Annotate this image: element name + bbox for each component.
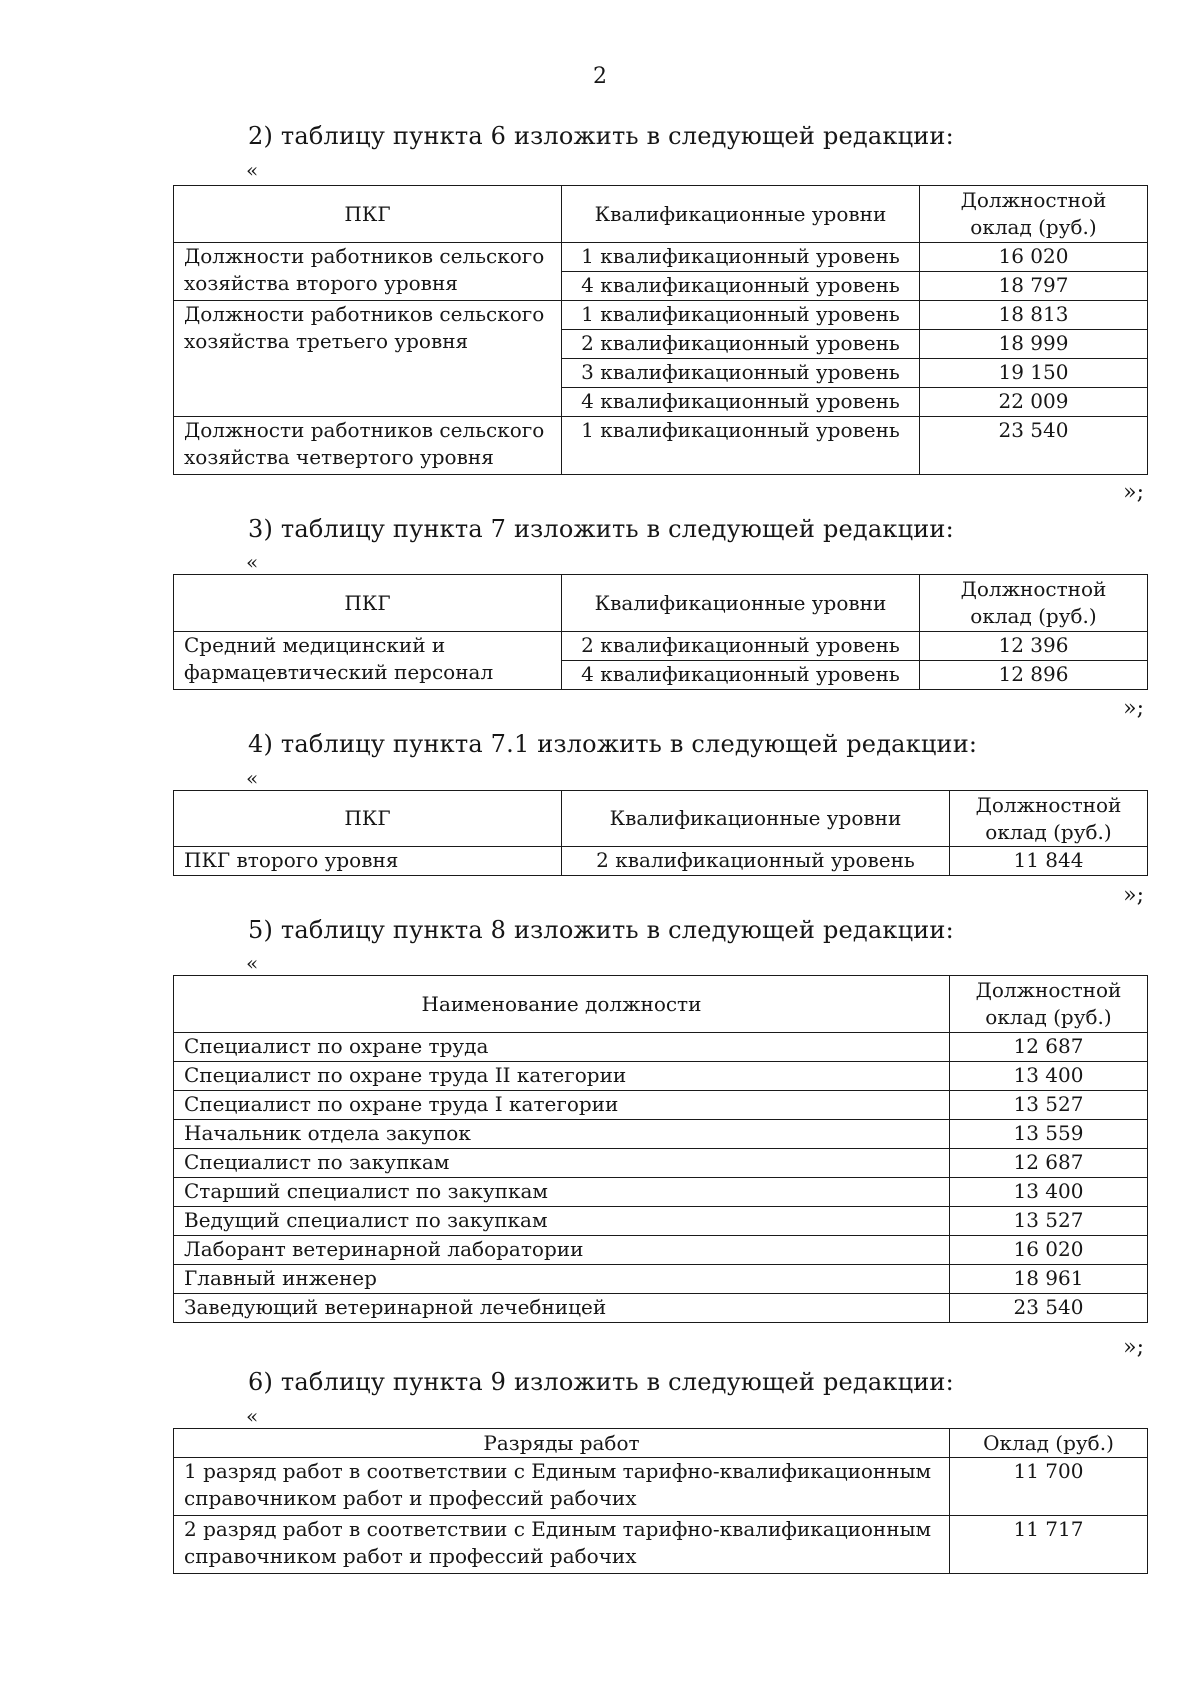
header-pkg: ПКГ bbox=[174, 186, 562, 243]
close-quote-2: »; bbox=[1123, 480, 1144, 505]
salary-cell: 22 009 bbox=[920, 388, 1148, 417]
header-levels: Квалификационные уровни bbox=[562, 791, 950, 847]
close-quote-5: »; bbox=[1123, 1335, 1144, 1360]
table-row bbox=[174, 1091, 1148, 1120]
salary-cell: 11 717 bbox=[950, 1516, 1148, 1574]
table-row bbox=[174, 1458, 1148, 1516]
table-row bbox=[174, 1265, 1148, 1294]
level-cell: 1 квалификационный уровень bbox=[562, 243, 920, 272]
table-row bbox=[174, 1120, 1148, 1149]
header-levels: Квалификационные уровни bbox=[562, 186, 920, 243]
table-row bbox=[174, 1516, 1148, 1574]
page-number: 2 bbox=[593, 64, 607, 89]
table-row bbox=[174, 1149, 1148, 1178]
table-row bbox=[174, 243, 1148, 272]
level-cell: 4 квалификационный уровень bbox=[562, 272, 920, 301]
salary-cell: 16 020 bbox=[920, 243, 1148, 272]
open-quote-6: « bbox=[246, 1404, 259, 1428]
close-quote-4: »; bbox=[1123, 883, 1144, 908]
position-cell: Начальник отдела закупок bbox=[174, 1120, 950, 1149]
open-quote-5: « bbox=[246, 951, 259, 975]
salary-cell: 16 020 bbox=[950, 1236, 1148, 1265]
level-cell: 2 квалификационный уровень bbox=[562, 330, 920, 359]
grade-cell: 2 разряд работ в соответствии с Единым тарифно-квалификационным справочником работ и профессий рабочих bbox=[174, 1516, 950, 1574]
salary-cell: 11 844 bbox=[950, 847, 1148, 876]
pkg-name: Средний медицинский и фармацевтический персонал bbox=[174, 632, 562, 690]
section-heading-5: 5) таблицу пункта 8 изложить в следующей редакции: bbox=[248, 916, 954, 944]
header-pkg: ПКГ bbox=[174, 575, 562, 632]
table-row bbox=[174, 1236, 1148, 1265]
salary-cell: 18 961 bbox=[950, 1265, 1148, 1294]
position-cell: Специалист по охране труда I категории bbox=[174, 1091, 950, 1120]
table-row bbox=[174, 1207, 1148, 1236]
salary-cell: 19 150 bbox=[920, 359, 1148, 388]
header-levels: Квалификационные уровни bbox=[562, 575, 920, 632]
position-cell: Заведующий ветеринарной лечебницей bbox=[174, 1294, 950, 1323]
position-cell: Лаборант ветеринарной лаборатории bbox=[174, 1236, 950, 1265]
open-quote-4: « bbox=[246, 766, 259, 790]
table-row bbox=[174, 1062, 1148, 1091]
pkg-name: Должности работников сельского хозяйства третьего уровня bbox=[174, 301, 562, 417]
table-row bbox=[174, 301, 1148, 330]
position-cell: Специалист по охране труда bbox=[174, 1033, 950, 1062]
table-punkt-9 bbox=[173, 1428, 1148, 1574]
grade-cell: 1 разряд работ в соответствии с Единым тарифно-квалификационным справочником работ и профессий рабочих bbox=[174, 1458, 950, 1516]
salary-cell: 13 559 bbox=[950, 1120, 1148, 1149]
header-salary: Должностной оклад (руб.) bbox=[920, 186, 1148, 243]
salary-cell: 18 797 bbox=[920, 272, 1148, 301]
position-cell: Главный инженер bbox=[174, 1265, 950, 1294]
table-row bbox=[174, 1294, 1148, 1323]
table-punkt-8 bbox=[173, 975, 1148, 1323]
table-row bbox=[174, 1033, 1148, 1062]
header-salary: Должностной оклад (руб.) bbox=[950, 976, 1148, 1033]
table-punkt-7-1 bbox=[173, 790, 1148, 876]
level-cell: 3 квалификационный уровень bbox=[562, 359, 920, 388]
salary-cell: 13 400 bbox=[950, 1062, 1148, 1091]
level-cell: 2 квалификационный уровень bbox=[562, 847, 950, 876]
position-cell: Специалист по закупкам bbox=[174, 1149, 950, 1178]
level-cell: 1 квалификационный уровень bbox=[562, 301, 920, 330]
header-salary: Оклад (руб.) bbox=[950, 1429, 1148, 1458]
position-cell: Специалист по охране труда II категории bbox=[174, 1062, 950, 1091]
salary-cell: 12 896 bbox=[920, 661, 1148, 690]
pkg-name: Должности работников сельского хозяйства четвертого уровня bbox=[174, 417, 562, 475]
pkg-name: ПКГ второго уровня bbox=[174, 847, 562, 876]
table-row bbox=[174, 417, 1148, 475]
salary-cell: 23 540 bbox=[950, 1294, 1148, 1323]
salary-cell: 12 687 bbox=[950, 1033, 1148, 1062]
section-heading-3: 3) таблицу пункта 7 изложить в следующей редакции: bbox=[248, 515, 954, 543]
level-cell: 4 квалификационный уровень bbox=[562, 388, 920, 417]
salary-cell: 11 700 bbox=[950, 1458, 1148, 1516]
open-quote-2: « bbox=[246, 158, 259, 182]
table-row bbox=[174, 632, 1148, 661]
pkg-name: Должности работников сельского хозяйства второго уровня bbox=[174, 243, 562, 301]
section-heading-6: 6) таблицу пункта 9 изложить в следующей редакции: bbox=[248, 1368, 954, 1396]
header-salary: Должностной оклад (руб.) bbox=[950, 791, 1148, 847]
table-row bbox=[174, 1178, 1148, 1207]
position-cell: Старший специалист по закупкам bbox=[174, 1178, 950, 1207]
salary-cell: 12 687 bbox=[950, 1149, 1148, 1178]
salary-cell: 18 999 bbox=[920, 330, 1148, 359]
level-cell: 2 квалификационный уровень bbox=[562, 632, 920, 661]
position-cell: Ведущий специалист по закупкам bbox=[174, 1207, 950, 1236]
header-work-grade: Разряды работ bbox=[174, 1429, 950, 1458]
level-cell: 4 квалификационный уровень bbox=[562, 661, 920, 690]
table-punkt-6 bbox=[173, 185, 1148, 475]
section-heading-2: 2) таблицу пункта 6 изложить в следующей редакции: bbox=[248, 122, 954, 150]
table-punkt-7 bbox=[173, 574, 1148, 690]
header-position: Наименование должности bbox=[174, 976, 950, 1033]
salary-cell: 23 540 bbox=[920, 417, 1148, 475]
salary-cell: 18 813 bbox=[920, 301, 1148, 330]
close-quote-3: »; bbox=[1123, 696, 1144, 721]
salary-cell: 13 527 bbox=[950, 1091, 1148, 1120]
salary-cell: 13 400 bbox=[950, 1178, 1148, 1207]
level-cell: 1 квалификационный уровень bbox=[562, 417, 920, 475]
open-quote-3: « bbox=[246, 550, 259, 574]
header-pkg: ПКГ bbox=[174, 791, 562, 847]
salary-cell: 12 396 bbox=[920, 632, 1148, 661]
section-heading-4: 4) таблицу пункта 7.1 изложить в следующей редакции: bbox=[248, 730, 978, 758]
table-row bbox=[174, 847, 1148, 876]
header-salary: Должностной оклад (руб.) bbox=[920, 575, 1148, 632]
salary-cell: 13 527 bbox=[950, 1207, 1148, 1236]
